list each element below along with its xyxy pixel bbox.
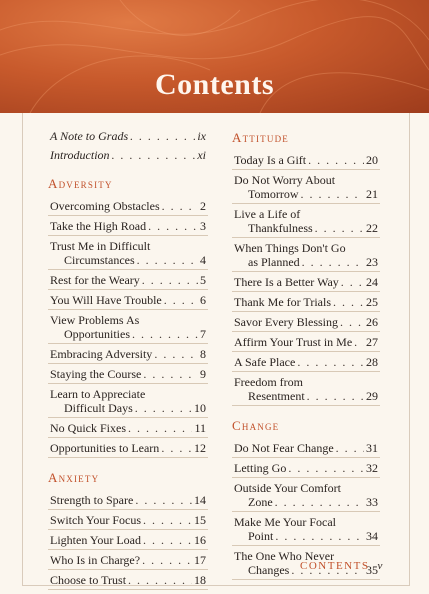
toc-entry[interactable] (48, 216, 208, 236)
entry-title: Affirm Your Trust in Me (234, 335, 353, 349)
entry-page-number: 29 (366, 389, 378, 403)
page-footer (300, 560, 384, 572)
entry-title: Resentment (248, 389, 305, 403)
entry-title: There Is a Better Way (234, 275, 339, 289)
toc-entry[interactable] (232, 458, 380, 478)
page-title: Contents (154, 68, 274, 101)
dot-leader (308, 153, 364, 167)
toc-entry[interactable] (48, 570, 208, 590)
toc-entry[interactable] (232, 272, 380, 292)
dot-leader (333, 295, 364, 309)
dot-leader (336, 441, 364, 455)
entry-page-number: 20 (366, 153, 378, 167)
section-heading: Change (232, 418, 280, 433)
entry-title: Savor Every Blessing (234, 315, 338, 329)
entry-page-number: ix (197, 129, 206, 143)
entry-title: Letting Go (234, 461, 287, 475)
footer-label: CONTENTS (300, 560, 370, 572)
dot-leader (300, 187, 364, 201)
dot-leader (161, 441, 192, 455)
toc-entry[interactable] (232, 332, 380, 352)
dot-leader (164, 293, 198, 307)
toc-right-column (232, 126, 380, 580)
toc-entry[interactable] (232, 352, 380, 372)
entry-page-number: 31 (366, 441, 378, 455)
entry-page-number: 34 (366, 529, 378, 543)
entry-title: Do Not Worry About (234, 173, 336, 187)
entry-title: Switch Your Focus (50, 513, 142, 527)
dot-leader (275, 529, 364, 543)
entry-title: as Planned (248, 255, 300, 269)
entry-page-number: 35 (366, 563, 378, 577)
entry-page-number: 16 (194, 533, 206, 547)
entry-title: Tomorrow (248, 187, 299, 201)
dot-leader (143, 533, 192, 547)
entry-page-number: 32 (366, 461, 378, 475)
entry-page-number: 8 (200, 347, 206, 361)
toc-entry[interactable] (48, 196, 208, 216)
dot-leader (142, 553, 192, 567)
entry-title: When Things Don't Go (234, 241, 346, 255)
toc-entry[interactable] (232, 150, 380, 170)
footer-page-number: v (377, 560, 384, 572)
dot-leader (354, 335, 364, 349)
dot-leader (143, 513, 192, 527)
toc-entry[interactable] (232, 438, 380, 458)
entry-page-number: 7 (200, 327, 206, 341)
dot-leader (112, 148, 196, 162)
toc-entry[interactable] (48, 550, 208, 570)
toc-entry[interactable] (48, 145, 208, 164)
entry-title: Zone (248, 495, 273, 509)
dot-leader (148, 219, 198, 233)
toc-entry[interactable] (48, 418, 208, 438)
entry-title: No Quick Fixes (50, 421, 126, 435)
entry-title: Staying the Course (50, 367, 142, 381)
toc-entry[interactable] (48, 364, 208, 384)
entry-page-number: 6 (200, 293, 206, 307)
dot-leader (315, 221, 364, 235)
entry-page-number: 5 (200, 273, 206, 287)
dot-leader (132, 327, 198, 341)
entry-title: A Safe Place (234, 355, 296, 369)
toc-entry[interactable] (48, 290, 208, 310)
entry-title: Freedom from (234, 375, 303, 389)
section-heading: Anxiety (48, 470, 100, 485)
entry-page-number: 22 (366, 221, 378, 235)
entry-title: Make Me Your Focal (234, 515, 336, 529)
entry-page-number: 23 (366, 255, 378, 269)
entry-title: Point (248, 529, 274, 543)
dot-leader (128, 421, 192, 435)
entry-title: Strength to Spare (50, 493, 134, 507)
entry-page-number: 25 (366, 295, 378, 309)
toc-entry[interactable] (232, 312, 380, 332)
entry-title: Do Not Fear Change (234, 441, 334, 455)
toc-entry[interactable] (48, 270, 208, 290)
entry-page-number: 33 (366, 495, 378, 509)
entry-title: Difficult Days (64, 401, 133, 415)
toc-entry[interactable] (232, 372, 380, 406)
entry-page-number: 17 (194, 553, 206, 567)
toc-entry[interactable] (232, 170, 380, 204)
toc-entry[interactable] (48, 510, 208, 530)
entry-title: Overcoming Obstacles (50, 199, 160, 213)
entry-title: Opportunities to Learn (50, 441, 160, 455)
entry-title: Outside Your Comfort (234, 481, 342, 495)
toc-entry[interactable] (232, 478, 380, 512)
entry-page-number: 15 (194, 513, 206, 527)
toc-entry[interactable] (48, 384, 208, 418)
section-heading: Attitude (232, 130, 289, 145)
entry-title: Thank Me for Trials (234, 295, 331, 309)
entry-title: Take the High Road (50, 219, 147, 233)
entry-title: Lighten Your Load (50, 533, 141, 547)
dot-leader (341, 275, 364, 289)
toc-entry[interactable] (232, 292, 380, 312)
entry-page-number: 24 (366, 275, 378, 289)
toc-entry[interactable] (232, 512, 380, 546)
dot-leader (302, 255, 364, 269)
toc-left-column (48, 126, 208, 590)
entry-title: A Note to Grads (50, 129, 129, 143)
entry-title: Opportunities (64, 327, 130, 341)
dot-leader (288, 461, 364, 475)
entry-title: Thankfulness (248, 221, 313, 235)
dot-leader (340, 315, 364, 329)
dot-leader (162, 199, 198, 213)
entry-title: Live a Life of (234, 207, 301, 221)
toc-entry[interactable] (48, 344, 208, 364)
entry-page-number: xi (197, 148, 206, 162)
entry-page-number: 28 (366, 355, 378, 369)
entry-title: Today Is a Gift (234, 153, 307, 167)
dot-leader (130, 129, 195, 143)
entry-page-number: 27 (366, 335, 378, 349)
entry-page-number: 12 (194, 441, 206, 455)
toc-entry[interactable] (48, 126, 208, 145)
dot-leader (297, 355, 364, 369)
dot-leader (143, 367, 198, 381)
entry-page-number: 18 (194, 573, 206, 587)
entry-page-number: 4 (200, 253, 206, 267)
toc-entry[interactable] (48, 236, 208, 270)
entry-title: Embracing Adversity (50, 347, 153, 361)
entry-page-number: 9 (200, 367, 206, 381)
entry-title: Rest for the Weary (50, 273, 140, 287)
entry-title: The One Who Never (234, 549, 335, 563)
entry-title: Circumstances (64, 253, 135, 267)
entry-title: Changes (248, 563, 290, 577)
dot-leader (142, 273, 198, 287)
entry-title: Trust Me in Difficult (50, 239, 151, 253)
entry-page-number: 11 (194, 421, 206, 435)
section-heading: Adversity (48, 176, 113, 191)
dot-leader (154, 347, 198, 361)
entry-title: Introduction (50, 148, 110, 162)
dot-leader (307, 389, 364, 403)
dot-leader (275, 495, 364, 509)
entry-title: You Will Have Trouble (50, 293, 162, 307)
toc-entry[interactable] (48, 310, 208, 344)
toc-entry[interactable] (232, 204, 380, 238)
entry-title: Choose to Trust (50, 573, 127, 587)
toc-entry[interactable] (48, 530, 208, 550)
entry-page-number: 3 (200, 219, 206, 233)
entry-title: View Problems As (50, 313, 140, 327)
dot-leader (137, 253, 198, 267)
toc-entry[interactable] (232, 238, 380, 272)
header-banner (0, 0, 429, 113)
entry-title: Who Is in Charge? (50, 553, 141, 567)
toc-entry[interactable] (48, 438, 208, 458)
toc-entry[interactable] (48, 490, 208, 510)
entry-title: Learn to Appreciate (50, 387, 146, 401)
entry-page-number: 14 (194, 493, 206, 507)
entry-page-number: 10 (194, 401, 206, 415)
entry-page-number: 2 (200, 199, 206, 213)
entry-page-number: 26 (366, 315, 378, 329)
dot-leader (135, 493, 192, 507)
dot-leader (128, 573, 192, 587)
dot-leader (135, 401, 192, 415)
entry-page-number: 21 (366, 187, 378, 201)
